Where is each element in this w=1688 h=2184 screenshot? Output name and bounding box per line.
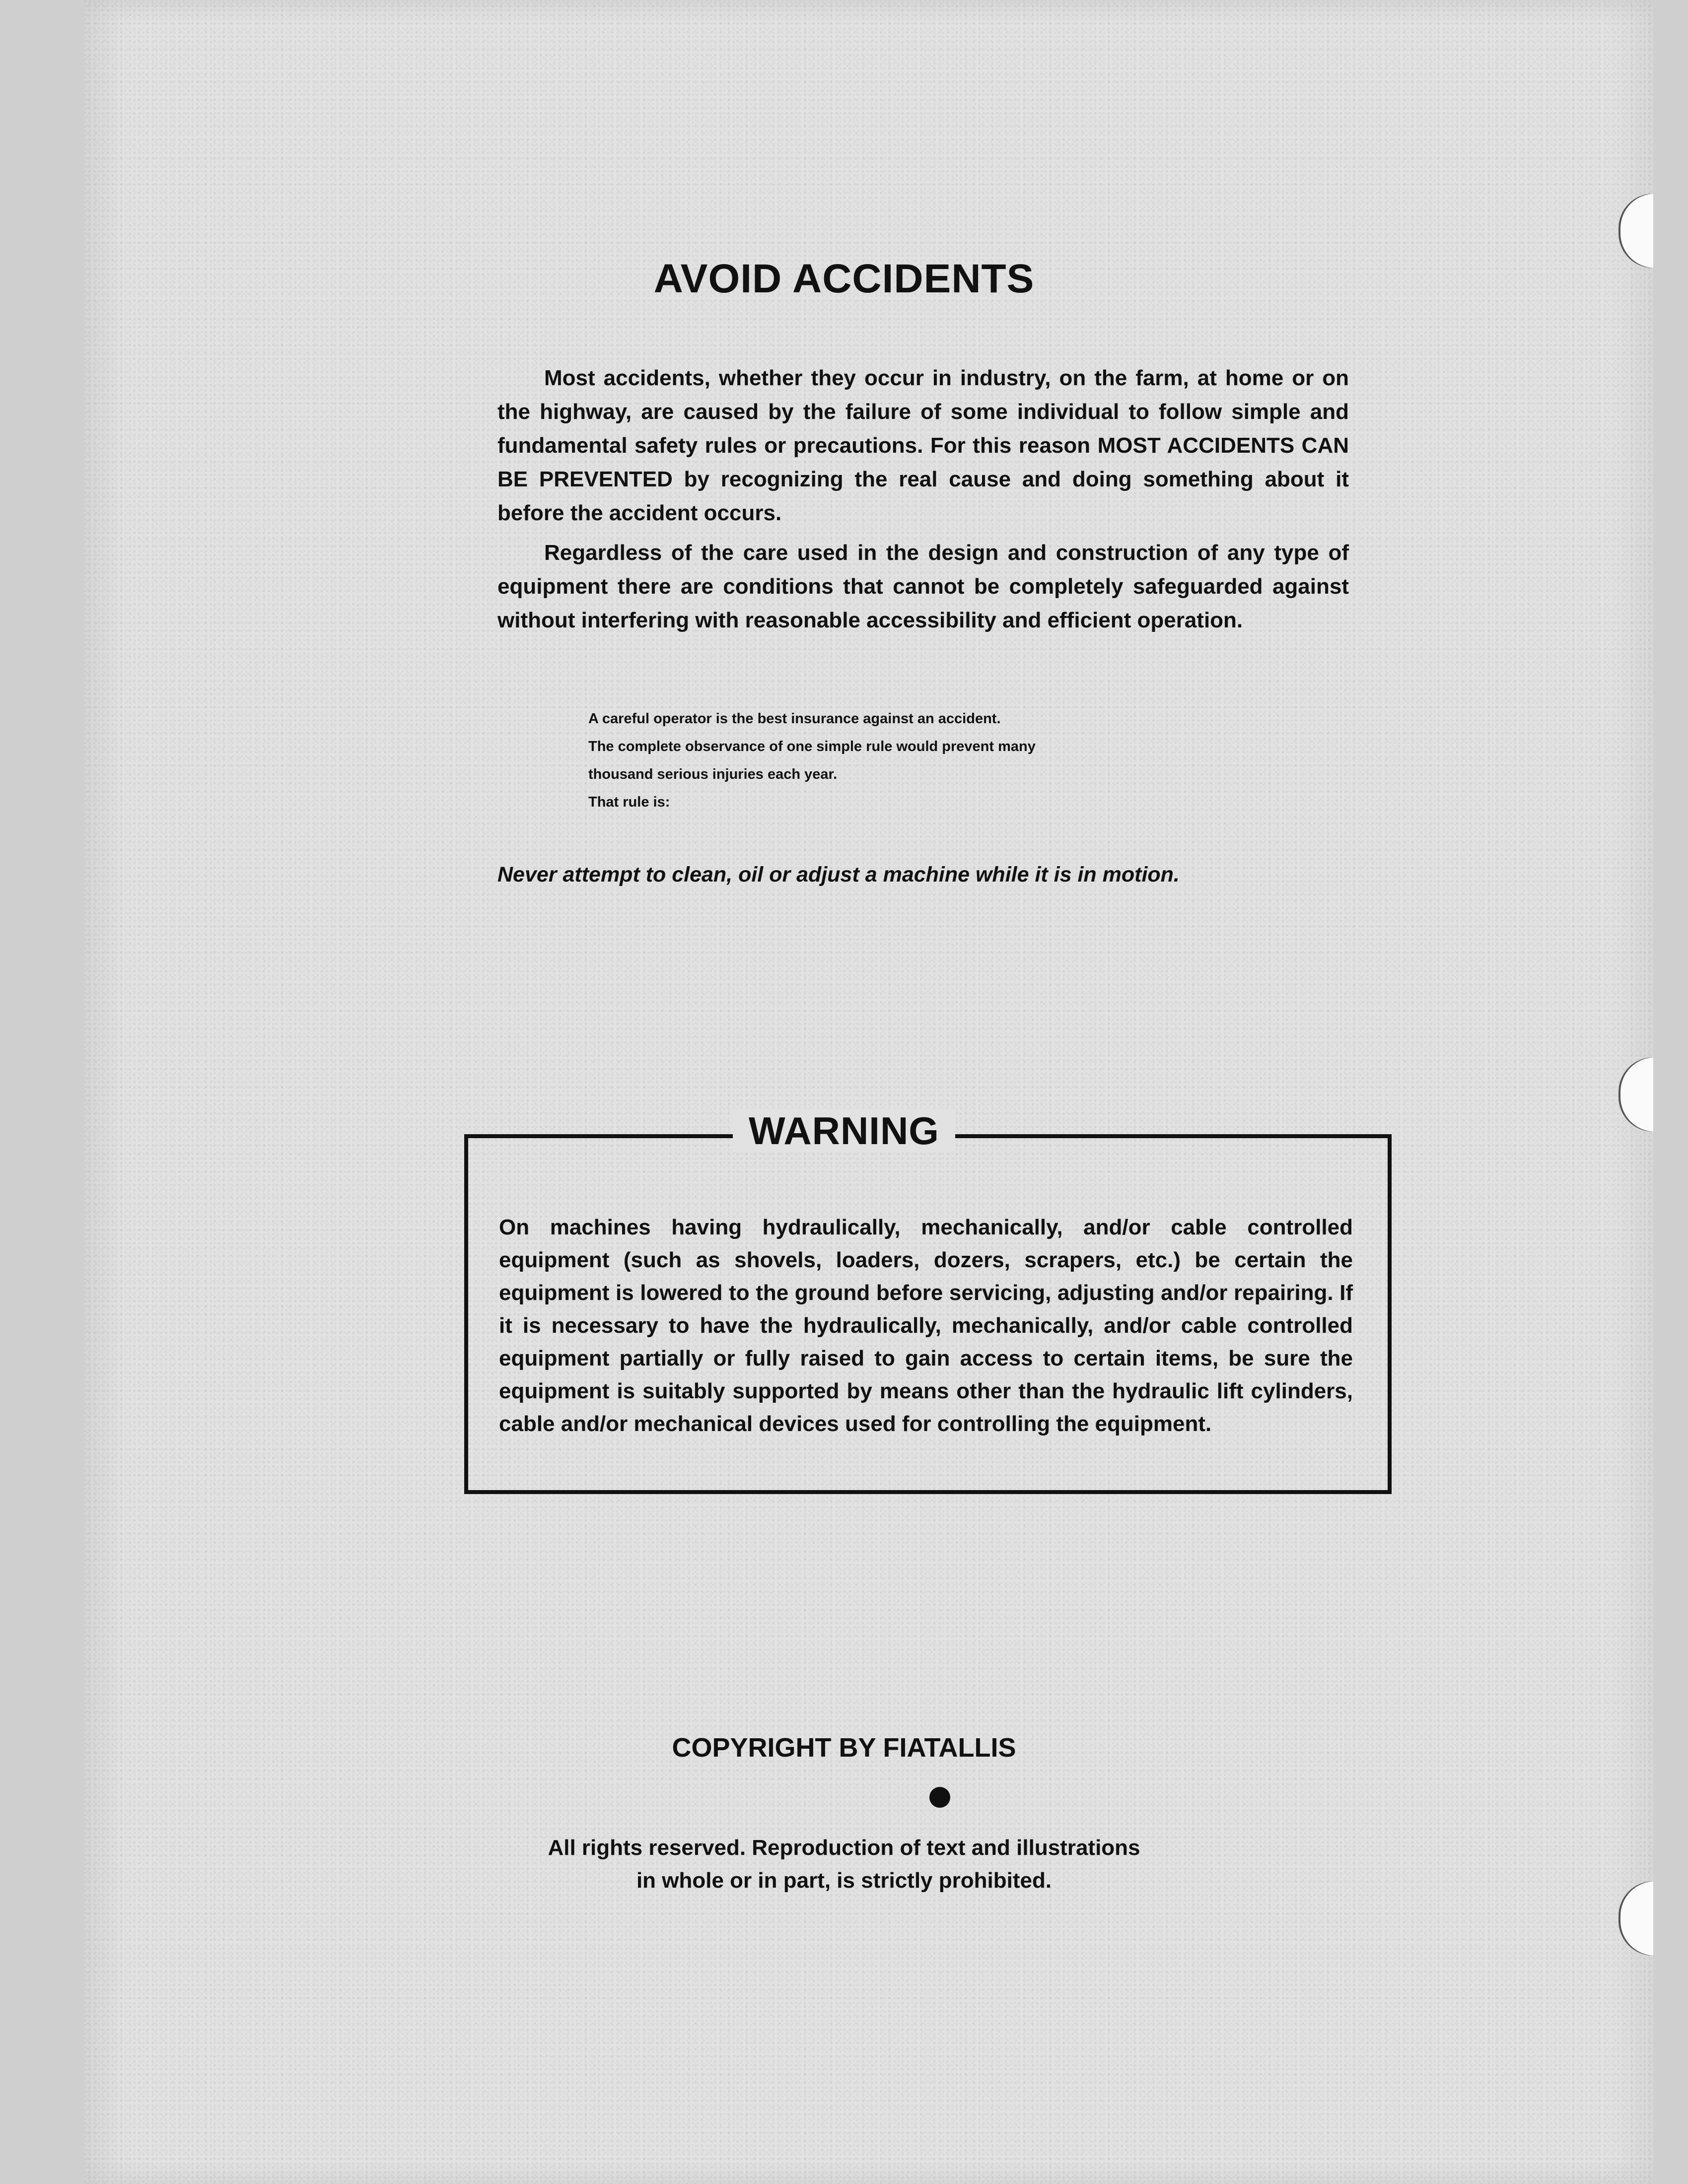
safety-note-line: thousand serious injuries each year.	[588, 766, 838, 782]
safety-note-line: A careful operator is the best insurance against an accident.	[588, 711, 1001, 727]
warning-text: On machines having hydraulically, mechanically, and/or cable controlled equipment (such as shovels, loaders, dozers, scrapers, etc.) be certain the equipment is lowered to the ground before servicing, adjusting and/or repairing. If it is necessary to have the hydraulically, mechanically, and/or cable controlled equipment partially or fully raised to gain access to certain items, be sure the equipment is suitably supported by means other than the hydraulic lift cylinders, cable and/or mechanical devices used for controlling the equipment.	[499, 1215, 1353, 1436]
safety-note-line: The complete observance of one simple rule would prevent many	[588, 739, 1036, 754]
bullet-dot	[929, 1787, 950, 1808]
warning-heading	[0, 1108, 1688, 1154]
warning-title: WARNING	[733, 1109, 955, 1153]
rights-line: All rights reserved. Reproduction of text and illustrations	[548, 1836, 1140, 1860]
page-title: AVOID ACCIDENTS	[653, 256, 1035, 301]
safety-note-line: That rule is:	[588, 794, 670, 810]
copyright-heading: COPYRIGHT BY FIATALLIS	[672, 1733, 1016, 1763]
design-paragraph: Regardless of the care used in the design and construction of any type of equipment there are conditions that cannot be completely safeguarded against without interfering with reasonable accessibility and efficient operation.	[497, 541, 1349, 632]
intro-paragraph: Most accidents, whether they occur in industry, on the farm, at home or on the highway, are caused by the failure of some individual to follow simple and fundamental safety rules or precautions. For this reason MOST ACCIDENTS CAN BE PREVENTED by recognizing the real cause and doing something about it before the accident occurs.	[497, 366, 1349, 525]
rights-notice	[0, 1832, 1688, 1897]
rights-line: in whole or in part, is strictly prohibited.	[636, 1868, 1052, 1893]
safety-note	[588, 705, 1184, 816]
safety-rule: Never attempt to clean, oil or adjust a machine while it is in motion.	[497, 863, 1180, 887]
